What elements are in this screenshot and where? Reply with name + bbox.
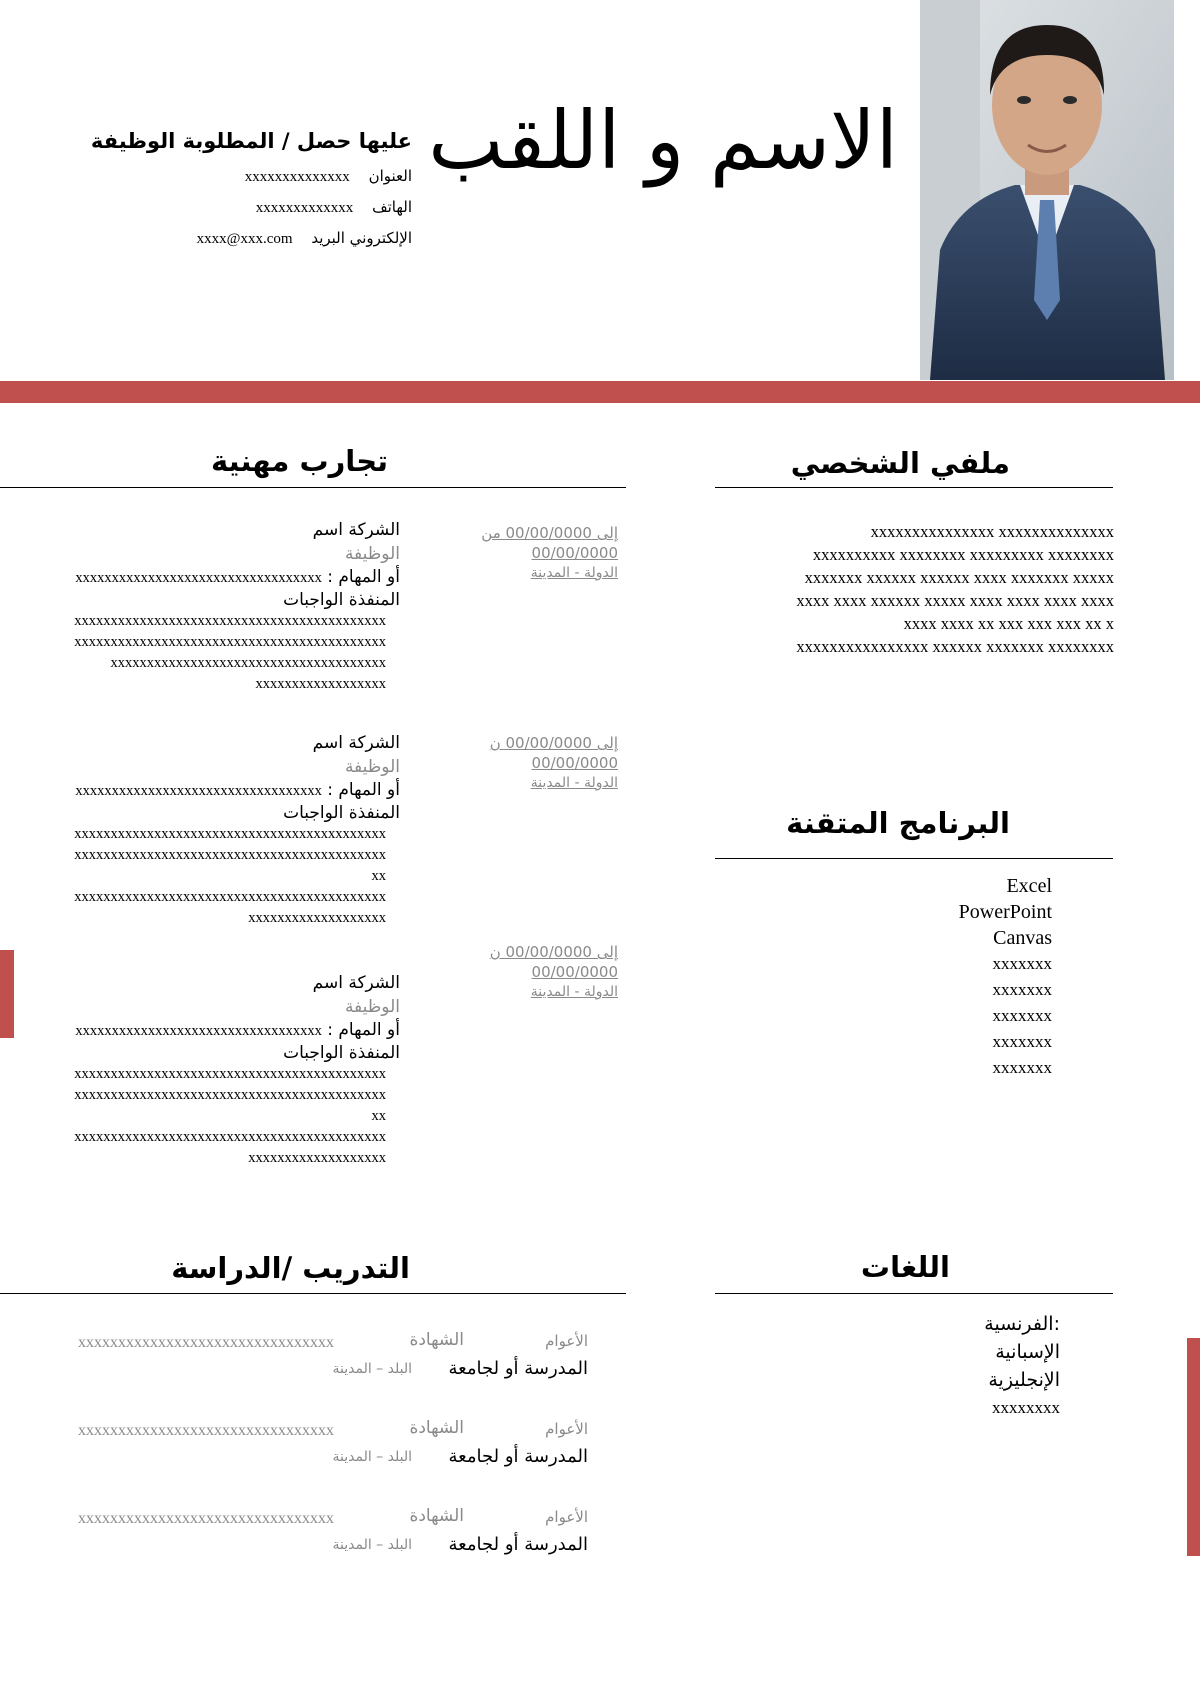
- language-item: الإسبانية: [995, 1341, 1060, 1363]
- languages-divider: [715, 1293, 1113, 1294]
- duties-label: المنفذة الواجبات: [283, 803, 400, 823]
- date-range: إلى 00/00/0000 ن: [489, 943, 618, 961]
- accent-band: [0, 381, 1200, 403]
- experience-divider: [0, 487, 626, 488]
- school-name: المدرسة أو لجامعة: [448, 1358, 588, 1379]
- languages-list: [984, 1310, 1060, 1422]
- degree-value: xxxxxxxxxxxxxxxxxxxxxxxxxxxxxxxx: [78, 1334, 334, 1351]
- location: الدولة - المدينة: [530, 565, 618, 581]
- language-item: :الفرنسية: [984, 1313, 1060, 1335]
- duties-text: [18, 824, 386, 929]
- accent-bar-right: [1187, 1338, 1200, 1556]
- duties-line: xxxxxxxxxxxxxxxxxxxxxxxxxxxxxxxxxxxxxxxxxxx: [74, 826, 386, 842]
- tasks-label: أو المهام :: [327, 780, 400, 800]
- profile-line: xxxxxxxxxxxxxxx xxxxxxxxxxxxxx: [870, 522, 1114, 541]
- tasks-row: [0, 1019, 400, 1042]
- education-item: [0, 1330, 620, 1386]
- phone-value: xxxxxxxxxxxxx: [255, 200, 354, 216]
- school-location: البلد – المدينة: [332, 1449, 412, 1465]
- software-item: xxxxxxx: [992, 980, 1052, 999]
- address-value: xxxxxxxxxxxxxx: [244, 169, 350, 185]
- duties-line: xx: [371, 1108, 386, 1124]
- company-name: الشركة اسم: [312, 973, 400, 993]
- contact-address: [245, 167, 412, 186]
- experience-dates: [462, 523, 618, 583]
- experience-item: [0, 731, 410, 929]
- software-title: البرنامج المتقنة: [786, 806, 1010, 840]
- software-item: Excel: [1006, 875, 1052, 897]
- job-role: الوظيفة: [344, 997, 400, 1017]
- portrait-photo-icon: [920, 0, 1174, 380]
- tasks-label: أو المهام :: [327, 567, 400, 587]
- date-range: إلى 00/00/0000 من: [481, 524, 618, 542]
- email-value[interactable]: xxxx@xxx.com: [196, 231, 293, 247]
- education-item: [0, 1418, 620, 1474]
- languages-title: اللغات: [860, 1250, 950, 1284]
- duties-line: xxxxxxxxxxxxxxxxxxxxxxxxxxxxxxxxxxxxxx: [110, 655, 386, 671]
- education-title: التدريب /الدراسة: [171, 1251, 410, 1285]
- duties-line: xxxxxxxxxxxxxxxxxxxxxxxxxxxxxxxxxxxxxxxxxxx: [74, 613, 386, 629]
- profile-line: xxxxxxxxxxxxxxxx xxxxxx xxxxxxx xxxxxxxx: [796, 637, 1114, 656]
- location: الدولة - المدينة: [530, 984, 618, 1000]
- profile-title: ملفي الشخصي: [790, 446, 1010, 480]
- date-end: 00/00/0000: [531, 754, 618, 772]
- profile-line: xxxx xxxx xx xxx xxx xxx xx x: [903, 614, 1114, 633]
- language-item: الإنجليزية: [988, 1369, 1060, 1391]
- experience-title: تجارب مهنية: [211, 444, 388, 478]
- years-label: الأعوام: [545, 1420, 588, 1438]
- contact-email: [197, 229, 412, 248]
- profile-photo: [920, 0, 1174, 380]
- degree-value: xxxxxxxxxxxxxxxxxxxxxxxxxxxxxxxx: [78, 1510, 334, 1527]
- education-item: [0, 1506, 620, 1562]
- duties-line: xxxxxxxxxxxxxxxxxxxxxxxxxxxxxxxxxxxxxxxxxxx: [74, 1066, 386, 1082]
- software-item: PowerPoint: [958, 901, 1052, 923]
- location: الدولة - المدينة: [530, 775, 618, 791]
- software-item: Canvas: [993, 927, 1052, 949]
- language-item: xxxxxxxx: [992, 1398, 1060, 1417]
- date-range: إلى 00/00/0000 ن: [489, 734, 618, 752]
- full-name-heading: الاسم و اللقب: [428, 94, 898, 187]
- experience-dates: [462, 733, 618, 793]
- years-label: الأعوام: [545, 1332, 588, 1350]
- software-item: xxxxxxx: [992, 1058, 1052, 1077]
- software-item: xxxxxxx: [992, 1006, 1052, 1025]
- duties-label: المنفذة الواجبات: [283, 590, 400, 610]
- degree-label: الشهادة: [409, 1418, 464, 1438]
- duties-text: [18, 1064, 386, 1169]
- job-role: الوظيفة: [344, 757, 400, 777]
- years-label: الأعوام: [545, 1508, 588, 1526]
- company-name: الشركة اسم: [312, 520, 400, 540]
- software-list: [959, 873, 1052, 1081]
- degree-label: الشهادة: [409, 1506, 464, 1526]
- tasks-row: [0, 566, 400, 589]
- school-name: المدرسة أو لجامعة: [448, 1446, 588, 1467]
- profile-line: xxxx xxxx xxxxxx xxxxx xxxx xxxx xxxx xxxx: [796, 591, 1114, 610]
- duties-line: xxxxxxxxxxxxxxxxxx: [255, 676, 386, 692]
- tasks-value: xxxxxxxxxxxxxxxxxxxxxxxxxxxxxxxxxx: [75, 783, 322, 799]
- duties-line: xxxxxxxxxxxxxxxxxxx: [248, 1150, 386, 1166]
- software-divider: [715, 858, 1113, 859]
- tasks-value: xxxxxxxxxxxxxxxxxxxxxxxxxxxxxxxxxx: [75, 1023, 322, 1039]
- experience-item: [0, 971, 410, 1169]
- date-end: 00/00/0000: [531, 963, 618, 981]
- software-item: xxxxxxx: [992, 1032, 1052, 1051]
- duties-text: [18, 611, 386, 695]
- experience-item: [0, 518, 410, 695]
- experience-dates: [462, 942, 618, 1002]
- duties-line: xxxxxxxxxxxxxxxxxxx: [248, 910, 386, 926]
- tasks-row: [0, 779, 400, 802]
- job-role: الوظيفة: [344, 544, 400, 564]
- school-location: البلد – المدينة: [332, 1361, 412, 1377]
- profile-line: xxxxxxxxxx xxxxxxxx xxxxxxxxx xxxxxxxx: [812, 545, 1114, 564]
- address-label: العنوان: [368, 167, 412, 185]
- company-name: الشركة اسم: [312, 733, 400, 753]
- software-item: xxxxxxx: [992, 954, 1052, 973]
- duties-label: المنفذة الواجبات: [283, 1043, 400, 1063]
- profile-divider: [715, 487, 1113, 488]
- duties-line: xxxxxxxxxxxxxxxxxxxxxxxxxxxxxxxxxxxxxxxxxxx: [74, 889, 386, 905]
- duties-line: xxxxxxxxxxxxxxxxxxxxxxxxxxxxxxxxxxxxxxxxxxx: [74, 847, 386, 863]
- duties-line: xxxxxxxxxxxxxxxxxxxxxxxxxxxxxxxxxxxxxxxxxxx: [74, 1129, 386, 1145]
- email-label: الإلكتروني البريد: [311, 229, 412, 247]
- accent-bar-left: [0, 950, 14, 1038]
- job-title: عليها حصل / المطلوبة الوظيفة: [90, 129, 412, 153]
- duties-line: xxxxxxxxxxxxxxxxxxxxxxxxxxxxxxxxxxxxxxxxxxx: [74, 634, 386, 650]
- tasks-value: xxxxxxxxxxxxxxxxxxxxxxxxxxxxxxxxxx: [75, 570, 322, 586]
- phone-label: الهاتف: [372, 198, 412, 216]
- education-divider: [0, 1293, 626, 1294]
- degree-label: الشهادة: [409, 1330, 464, 1350]
- tasks-label: أو المهام :: [327, 1020, 400, 1040]
- contact-phone: [256, 198, 412, 217]
- profile-line: xxxxxxx xxxxxx xxxxxx xxxx xxxxxxx xxxxx: [804, 568, 1114, 587]
- duties-line: xx: [371, 868, 386, 884]
- date-end: 00/00/0000: [531, 544, 618, 562]
- degree-value: xxxxxxxxxxxxxxxxxxxxxxxxxxxxxxxx: [78, 1422, 334, 1439]
- profile-text: [694, 520, 1114, 658]
- duties-line: xxxxxxxxxxxxxxxxxxxxxxxxxxxxxxxxxxxxxxxxxxx: [74, 1087, 386, 1103]
- school-name: المدرسة أو لجامعة: [448, 1534, 588, 1555]
- school-location: البلد – المدينة: [332, 1537, 412, 1553]
